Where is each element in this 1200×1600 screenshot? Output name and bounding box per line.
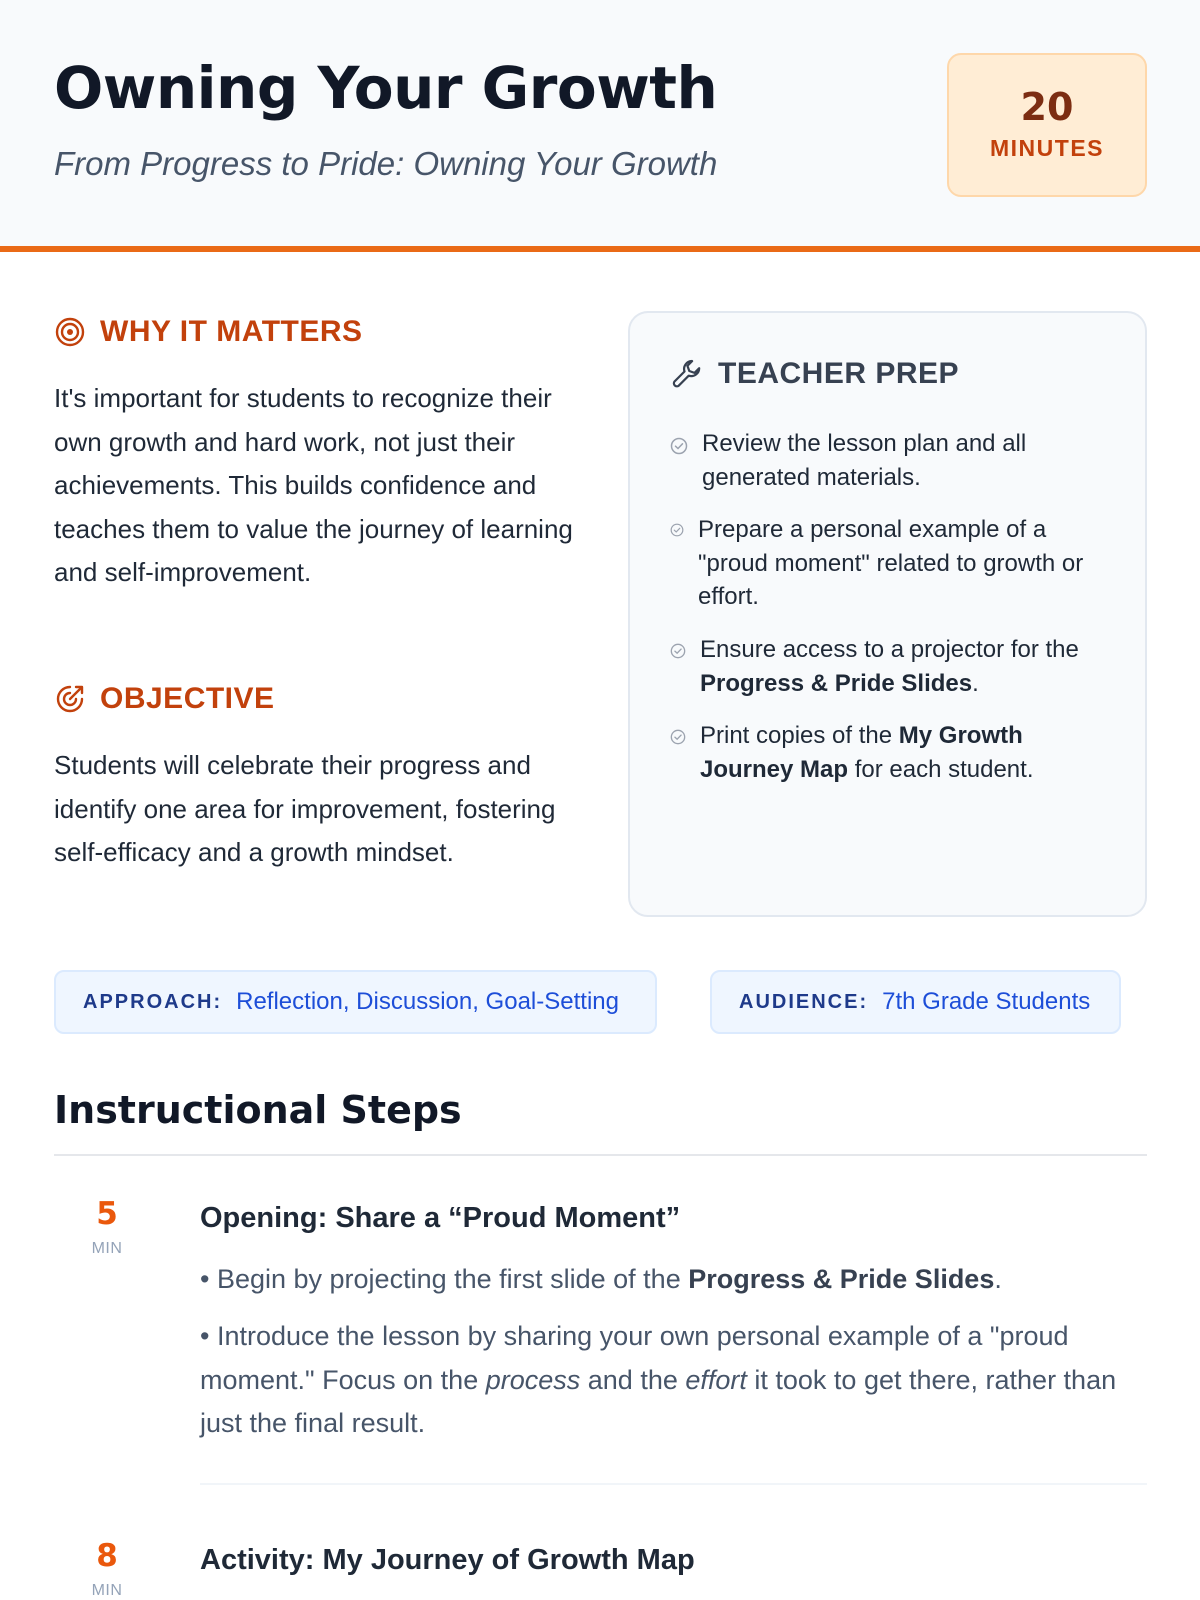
resource-name: Progress & Pride Slides <box>688 1264 995 1294</box>
step-title: Opening: Share a “Proud Moment” <box>200 1202 681 1234</box>
section-divider <box>54 1154 1147 1156</box>
step-duration-unit: MIN <box>91 1240 123 1257</box>
teacher-prep-card <box>628 311 1147 917</box>
step-duration-value: 5 <box>96 1196 118 1232</box>
step-duration-unit: MIN <box>91 1582 123 1599</box>
prep-item-text: Ensure access to a projector for the Progress & Pride Slides. <box>700 636 1079 697</box>
step-bullet: • Introduce the lesson by sharing your own personal example of a "proud moment." Focus on the process and the effort it took to get there, rather than just the final result. <box>200 1321 1117 1438</box>
audience-label: AUDIENCE: <box>739 990 869 1013</box>
check-circle-icon <box>670 729 686 745</box>
approach-value: Reflection, Discussion, Goal-Setting <box>236 988 619 1015</box>
why-it-matters-label: WHY IT MATTERS <box>100 315 363 348</box>
lesson-header <box>0 0 1200 252</box>
lesson-subtitle: From Progress to Pride: Owning Your Growth <box>54 145 718 182</box>
audience-pill <box>710 970 1121 1034</box>
check-circle-icon <box>670 643 686 659</box>
step-bullet: • Begin by projecting the first slide of the Progress & Pride Slides. <box>200 1264 1002 1294</box>
duration-unit: MINUTES <box>990 135 1104 161</box>
prep-item <box>670 427 1110 494</box>
step-title: Activity: My Journey of Growth Map <box>200 1544 695 1576</box>
check-circle-icon <box>670 437 688 455</box>
duration-value: 20 <box>1020 85 1074 129</box>
wrench-icon <box>670 357 704 391</box>
target-icon <box>54 316 86 348</box>
teacher-prep-label: TEACHER PREP <box>718 357 960 390</box>
check-circle-icon <box>670 523 684 537</box>
objective-label: OBJECTIVE <box>100 682 275 715</box>
step-duration-value: 8 <box>96 1538 118 1574</box>
why-it-matters-heading <box>54 315 363 349</box>
resource-name: My Growth Journey Map <box>700 722 1023 783</box>
prep-item-text: Print copies of the My Growth Journey Map for each student. <box>700 722 1034 783</box>
step-divider <box>200 1483 1147 1485</box>
resource-name: Progress & Pride Slides <box>700 669 973 697</box>
objective-heading <box>54 682 275 716</box>
lesson-title: Owning Your Growth <box>54 54 718 122</box>
approach-pill <box>54 970 657 1034</box>
goal-icon <box>54 683 86 715</box>
prep-item-text: Review the lesson plan and all generated materials. <box>702 430 1027 491</box>
prep-item <box>670 513 1110 614</box>
objective-text: Students will celebrate their progress and identify one area for improvement, fostering self-efficacy and a growth mindset. <box>54 750 556 867</box>
prep-item-text: Prepare a personal example of a "proud moment" related to growth or effort. <box>698 516 1084 610</box>
instructional-steps-heading: Instructional Steps <box>54 1088 462 1132</box>
why-it-matters-text: It's important for students to recognize their own growth and hard work, not just their achievements. This builds confidence and teaches them to value the journey of learning and self-improvement. <box>54 383 573 587</box>
prep-item <box>670 633 1110 700</box>
audience-value: 7th Grade Students <box>882 988 1091 1015</box>
teacher-prep-heading <box>670 357 959 391</box>
prep-item <box>670 719 1110 786</box>
duration-badge <box>947 53 1147 197</box>
approach-label: APPROACH: <box>83 990 223 1013</box>
